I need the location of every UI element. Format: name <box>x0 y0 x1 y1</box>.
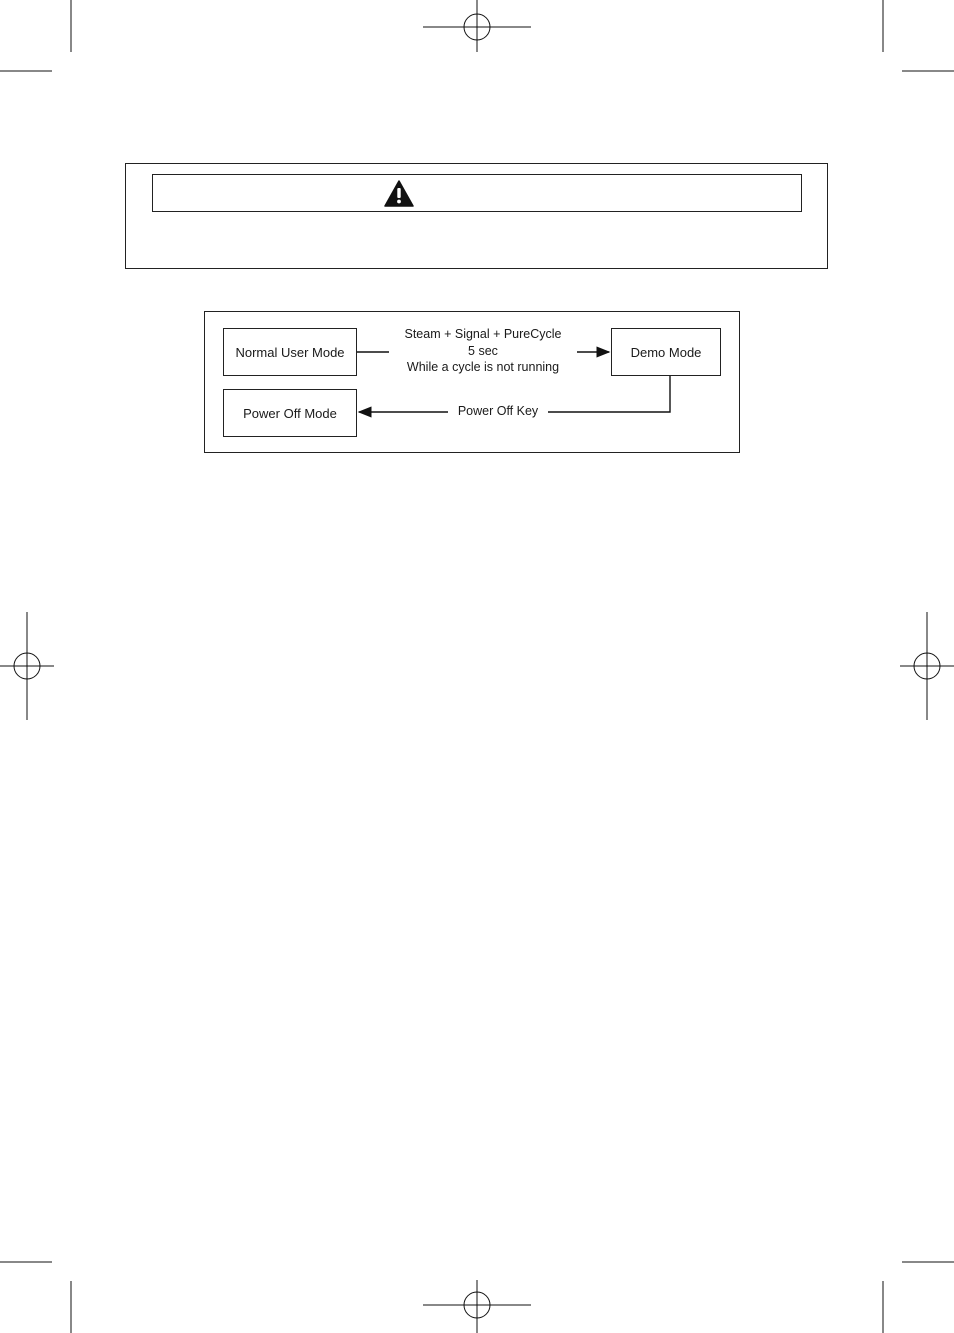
registration-mark-bottom <box>423 1280 531 1333</box>
edge-label-to-demo-line3: While a cycle is not running <box>406 360 560 374</box>
node-normal-user-mode <box>223 328 357 376</box>
registration-mark-left <box>0 612 54 720</box>
edge-label-to-power-off-text: Power Off Key <box>457 404 539 418</box>
edge-label-to-demo-line2: 5 sec <box>468 343 498 358</box>
warning-triangle-icon <box>384 180 414 207</box>
edge-label-to-demo <box>391 326 575 376</box>
registration-mark-right <box>900 612 954 720</box>
edge-label-to-power-off <box>450 403 546 420</box>
edge-label-to-demo-line1: Steam + Signal + PureCycle <box>404 327 562 341</box>
warning-header <box>152 174 802 212</box>
registration-mark-top <box>423 0 531 52</box>
node-normal-user-mode-label: Normal User Mode <box>235 344 345 360</box>
edge-line-demo-to-poweroff-a <box>548 376 670 412</box>
node-demo-mode-label: Demo Mode <box>630 344 702 360</box>
node-power-off-mode <box>223 389 357 437</box>
warning-box <box>125 163 828 269</box>
node-power-off-mode-label: Power Off Mode <box>243 405 337 421</box>
mode-flow-diagram <box>204 311 740 453</box>
node-demo-mode <box>611 328 721 376</box>
